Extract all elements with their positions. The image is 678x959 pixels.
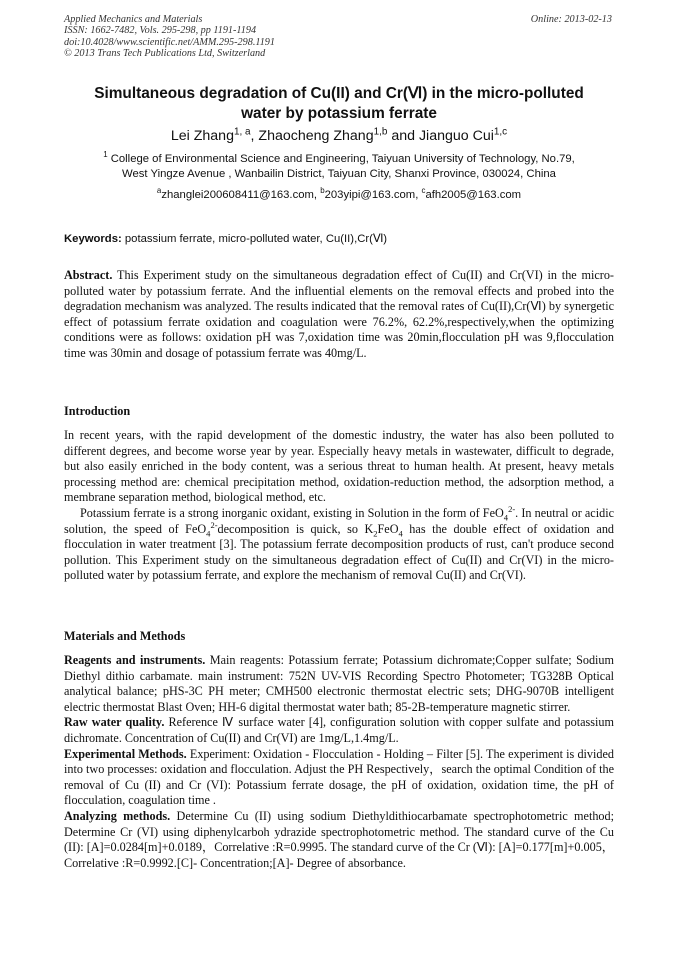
methods-body bbox=[64, 653, 614, 871]
affiliation bbox=[64, 152, 614, 182]
author-name: Jianguo Cui bbox=[418, 128, 494, 144]
author-name: Lei Zhang bbox=[170, 128, 234, 144]
subsection-label: Experimental Methods. bbox=[64, 746, 187, 761]
paper-title bbox=[64, 84, 614, 124]
author-list bbox=[64, 127, 614, 145]
keywords-text: potassium ferrate, micro-polluted water, Cu(II),Cr(Ⅵ) bbox=[121, 233, 388, 245]
issn-line: ISSN: 1662-7482, Vols. 295-298, pp 1191-1194 bbox=[64, 25, 257, 37]
paragraph: Reagents and instruments. Main reagents: Potassium ferrate; Potassium dichromate;Copper sulfate; Sodium Diethyl dithio carbamate. main instrument: 752N UV-VIS Recording Spectro Photometer; TG328B Optical analytical balance; pHS-3C PH meter; CMH500 electronic thermostat electric sets; DHG-9070B intelligent electric thermostat Blast Oven; HH-6 digital thermostat water bath; 85-2B-temperature magnetic stirrer. bbox=[64, 653, 614, 714]
doi-line: doi:10.4028/www.scientific.net/AMM.295-298.1191 bbox=[64, 36, 275, 48]
introduction-body bbox=[64, 428, 614, 584]
email-link[interactable]: afh2005@163.com bbox=[425, 189, 522, 201]
journal-name: Applied Mechanics and Materials bbox=[64, 14, 203, 25]
abstract-text: This Experiment study on the simultaneous degradation effect of Cu(II) and Cr(VI) in the micro-polluted water by potassium ferrate. And the influential elements on the removal effects and probed into the degradation mechanism was analyzed. The results indicated that the removal rates of Cu(II),Cr(Ⅵ) by synergetic effect of potassium ferrate oxidation and coagulation were 76.2%, 62.2%,respectively,when the optimizing conditions were as follows: oxidation pH was 7,oxidation time was 20min,flocculation pH was 9,flocculation time was 30min and dosage of potassium ferrate was 40mg/L. bbox=[64, 268, 614, 360]
copyright-line: © 2013 Trans Tech Publications Ltd, Switzerland bbox=[64, 47, 266, 59]
title-line-1: Simultaneous degradation of Cu(II) and Cr(Ⅵ) in the micro-polluted bbox=[94, 85, 584, 102]
subsection-label: Raw water quality. bbox=[64, 715, 165, 730]
title-line-2: water by potassium ferrate bbox=[241, 105, 437, 122]
email-link[interactable]: 203yipi@163.com, bbox=[324, 189, 422, 201]
author-affil-sup: 1,c bbox=[493, 126, 508, 138]
author-emails: $^a$zhanglei200608411@163.com, $^b$203yipi@163.com, $^c$afh2005@163.com bbox=[156, 186, 522, 201]
abstract bbox=[64, 268, 614, 362]
author-separator: and bbox=[387, 128, 419, 144]
section-heading-introduction: Introduction bbox=[64, 404, 131, 418]
author-separator: , bbox=[250, 128, 259, 144]
journal-header bbox=[64, 14, 275, 59]
paragraph: Raw water quality. Reference Ⅳ surface water [4], configuration solution with copper sulfate and potassium dichromate. Concentration of Cu(II) and Cr(VI) are 1mg/L,1.4mg/L. bbox=[64, 715, 614, 745]
affiliation-line-2: West Yingze Avenue , Wanbailin District, Taiyuan City, Shanxi Province, 030024, China bbox=[122, 168, 556, 180]
keywords-label: Keywords: bbox=[64, 233, 122, 245]
author-affil-sup: 1, a bbox=[233, 126, 251, 138]
paragraph: Experimental Methods. Experiment: Oxidation - Flocculation - Holding – Filter [5]. The experiment is divided into two processes: oxidation and flocculation. Adjust the PH Respectively，search the optimal Condition of the removal of Cu (II) and Cr (VI): Potassium ferrate dosage, the pH of oxidation, oxidation time, the pH of flocculation, coagulation time . bbox=[64, 746, 615, 808]
abstract-label: Abstract. bbox=[64, 268, 113, 282]
keywords bbox=[64, 232, 614, 247]
online-date: Online: 2013-02-13 bbox=[530, 14, 612, 25]
author-name: Zhaocheng Zhang bbox=[258, 128, 374, 144]
author-affil-sup: 1,b bbox=[373, 126, 388, 138]
section-heading-methods: Materials and Methods bbox=[64, 629, 186, 643]
paragraph: Analyzing methods. Determine Cu (II) using sodium Diethyldithiocarbamate spectrophotometric method; Determine Cr (VI) using diphenylcarboh ydrazide spectrophotometric method. The standard curve of the Cu (II): [A]=0.0284[m]+0.0189，Correlative :R=0.9995. The standard curve of the Cr (Ⅵ): [A]=0.177[m]+0.005，Correlative :R=0.9992.[C]- Concentration;[A]- Degree of absorbance. bbox=[64, 808, 614, 870]
paragraph: Potassium ferrate is a strong inorganic oxidant, existing in Solution in the form of FeO$_4^{2-}$. In neutral or acidic solution, the speed of FeO$_4^{2-}$decomposition is quick, so $K_2FeO_4$ has the double effect of oxidation and flocculation in water treatment [3]. The potassium ferrate decomposition products of rust, can't produce second pollution. This Experiment study on the simultaneous degradation effect of Cu(II) and Cr(VI) in the micro-polluted water by potassium ferrate, and explore the mechanism of removal Cu(II) and Cr(VI). bbox=[64, 503, 615, 583]
subsection-label: Reagents and instruments. bbox=[64, 653, 206, 667]
affiliation-line-1: $^1$ College of Environmental Science and Engineering, Taiyuan University of Technology, No.79, bbox=[103, 150, 575, 165]
subsection-label: Analyzing methods. bbox=[64, 808, 171, 823]
affiliation-sup: 1 bbox=[103, 150, 108, 160]
email-link[interactable]: zhanglei200608411@163.com, bbox=[161, 189, 321, 201]
paragraph: In recent years, with the rapid development of the domestic industry, the water has also been polluted to different degrees, and become worse year by year. Especially heavy metals in wastewater, difficult to degrade, but also easily enriched in the body content, was a serious threat to human health. At present, heavy metals processing method are: chemical precipitation method, oxidation-reduction method, the adsorption method, a membrane separation method, biological method, etc. bbox=[64, 428, 614, 505]
